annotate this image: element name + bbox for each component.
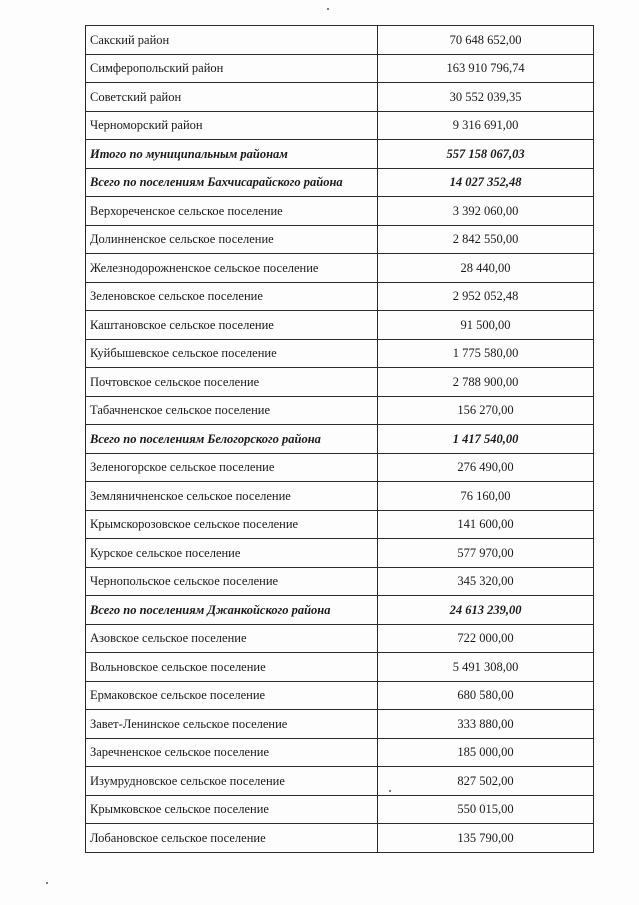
municipality-name: Железнодорожненское сельское поселение [86, 254, 378, 283]
total-amount: 557 158 067,03 [378, 140, 594, 169]
municipality-name: Лобановское сельское поселение [86, 824, 378, 853]
amount-value: 2 788 900,00 [378, 368, 594, 397]
table-row [86, 653, 594, 682]
table-total-row [86, 168, 594, 197]
table-row [86, 282, 594, 311]
amount-value: 722 000,00 [378, 624, 594, 653]
municipality-name: Заречненское сельское поселение [86, 738, 378, 767]
amount-value: 276 490,00 [378, 453, 594, 482]
municipality-name: Крымковское сельское поселение [86, 795, 378, 824]
table-row [86, 339, 594, 368]
budget-table-body [86, 26, 594, 853]
municipality-name: Азовское сельское поселение [86, 624, 378, 653]
table-row [86, 83, 594, 112]
table-row [86, 767, 594, 796]
amount-value: 2 842 550,00 [378, 225, 594, 254]
table-row [86, 26, 594, 55]
table-row [86, 567, 594, 596]
amount-value: 3 392 060,00 [378, 197, 594, 226]
table-row [86, 624, 594, 653]
municipality-name: Табачненское сельское поселение [86, 396, 378, 425]
table-row [86, 681, 594, 710]
municipality-name: Зеленовское сельское поселение [86, 282, 378, 311]
municipality-name: Завет-Ленинское сельское поселение [86, 710, 378, 739]
amount-value: 5 491 308,00 [378, 653, 594, 682]
table-row [86, 368, 594, 397]
municipality-name: Вольновское сельское поселение [86, 653, 378, 682]
table-row [86, 311, 594, 340]
table-row [86, 510, 594, 539]
total-amount: 14 027 352,48 [378, 168, 594, 197]
municipality-name: Ермаковское сельское поселение [86, 681, 378, 710]
amount-value: 141 600,00 [378, 510, 594, 539]
municipality-name: Советский район [86, 83, 378, 112]
amount-value: 827 502,00 [378, 767, 594, 796]
municipality-name: Курское сельское поселение [86, 539, 378, 568]
amount-value: 345 320,00 [378, 567, 594, 596]
total-label: Итого по муниципальным районам [86, 140, 378, 169]
table-row [86, 197, 594, 226]
table-row [86, 225, 594, 254]
amount-value: 185 000,00 [378, 738, 594, 767]
total-label: Всего по поселениям Джанкойского района [86, 596, 378, 625]
scan-speck [46, 882, 48, 884]
municipality-name: Зеленогорское сельское поселение [86, 453, 378, 482]
amount-value: 680 580,00 [378, 681, 594, 710]
amount-value: 577 970,00 [378, 539, 594, 568]
amount-value: 163 910 796,74 [378, 54, 594, 83]
amount-value: 76 160,00 [378, 482, 594, 511]
total-amount: 1 417 540,00 [378, 425, 594, 454]
table-row [86, 54, 594, 83]
scan-speck [389, 790, 391, 792]
table-row [86, 482, 594, 511]
scan-speck [327, 8, 329, 10]
amount-value: 91 500,00 [378, 311, 594, 340]
table-row [86, 539, 594, 568]
table-row [86, 738, 594, 767]
municipality-name: Верхореченское сельское поселение [86, 197, 378, 226]
total-label: Всего по поселениям Белогорского района [86, 425, 378, 454]
municipality-name: Сакский район [86, 26, 378, 55]
municipality-name: Куйбышевское сельское поселение [86, 339, 378, 368]
municipality-name: Изумрудновское сельское поселение [86, 767, 378, 796]
budget-table [85, 25, 594, 853]
table-row [86, 254, 594, 283]
table-total-row [86, 425, 594, 454]
table-row [86, 396, 594, 425]
municipality-name: Долинненское сельское поселение [86, 225, 378, 254]
municipality-name: Каштановское сельское поселение [86, 311, 378, 340]
table-row [86, 111, 594, 140]
amount-value: 156 270,00 [378, 396, 594, 425]
table-row [86, 453, 594, 482]
amount-value: 28 440,00 [378, 254, 594, 283]
amount-value: 550 015,00 [378, 795, 594, 824]
total-label: Всего по поселениям Бахчисарайского района [86, 168, 378, 197]
table-total-row [86, 140, 594, 169]
municipality-name: Почтовское сельское поселение [86, 368, 378, 397]
total-amount: 24 613 239,00 [378, 596, 594, 625]
table-row [86, 795, 594, 824]
municipality-name: Земляничненское сельское поселение [86, 482, 378, 511]
amount-value: 135 790,00 [378, 824, 594, 853]
municipality-name: Чернопольское сельское поселение [86, 567, 378, 596]
table-row [86, 710, 594, 739]
amount-value: 9 316 691,00 [378, 111, 594, 140]
municipality-name: Симферопольский район [86, 54, 378, 83]
table-total-row [86, 596, 594, 625]
amount-value: 1 775 580,00 [378, 339, 594, 368]
municipality-name: Черноморский район [86, 111, 378, 140]
amount-value: 2 952 052,48 [378, 282, 594, 311]
municipality-name: Крымскорозовское сельское поселение [86, 510, 378, 539]
amount-value: 30 552 039,35 [378, 83, 594, 112]
amount-value: 333 880,00 [378, 710, 594, 739]
amount-value: 70 648 652,00 [378, 26, 594, 55]
table-row [86, 824, 594, 853]
